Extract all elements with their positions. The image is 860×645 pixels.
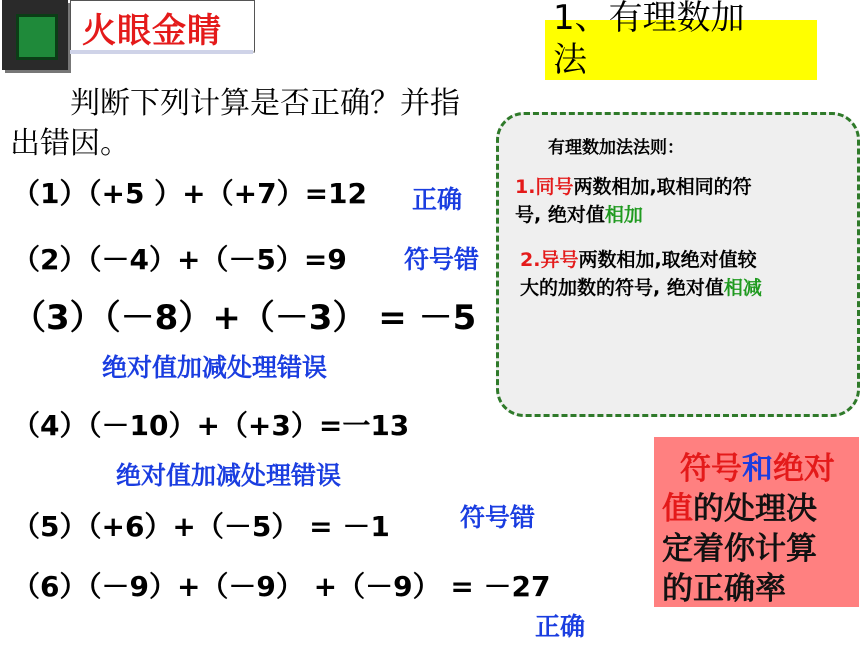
verdict-2: 符号错 [404, 245, 480, 274]
note-value: 值 [662, 491, 693, 527]
rule1-line2 [515, 200, 643, 230]
section-heading-line1: 1、有理数加 [553, 0, 745, 38]
note-abs: 绝对 [773, 451, 835, 487]
note-line1 [680, 443, 835, 488]
rule1-keyword: 同号 [535, 176, 574, 198]
rule2-text1: 两数相加,取绝对值较 [578, 249, 757, 271]
verdict-4: 绝对值加减处理错误 [116, 461, 342, 490]
equation-1: （1）（+5 ）+（+7）=12 [12, 177, 368, 210]
note-text2: 的处理决 [693, 491, 817, 527]
rule1-action: 相加 [604, 204, 643, 226]
equation-4: （4）（－10）+（+3）=一13 [12, 409, 410, 442]
question-line2: 出错因。 [10, 126, 130, 161]
rule2-action: 相减 [723, 277, 762, 299]
question-line1: 判断下列计算是否正确？并指 [70, 86, 460, 121]
note-line2 [662, 483, 817, 528]
rule1-text2: 号, 绝对值 [515, 204, 605, 226]
rule2-line2 [520, 273, 762, 303]
note-line3: 定着你计算 [662, 531, 817, 567]
verdict-6: 正确 [535, 612, 586, 641]
section-heading-line2: 法 [553, 40, 587, 80]
equation-3: （3）（－8）+（－3） = －5 [12, 298, 477, 338]
rule2-line1 [520, 245, 757, 275]
rule1-text1: 两数相加,取相同的符 [573, 176, 752, 198]
equation-5: （5）（+6）+（－5） = －1 [12, 510, 390, 543]
note-sign: 符号 [680, 451, 742, 487]
rule2-text2: 大的加数的符号, 绝对值 [520, 277, 724, 299]
equation-6: （6）（－9）+（－9） +（－9） = －27 [12, 570, 551, 603]
verdict-1: 正确 [412, 185, 463, 214]
slide-title: 火眼金睛 [82, 11, 222, 51]
rule2-keyword: 异号 [540, 249, 579, 271]
rule1-line1 [515, 172, 752, 202]
verdict-3: 绝对值加减处理错误 [102, 353, 328, 382]
verdict-5: 符号错 [460, 503, 536, 532]
equation-2: （2）（－4）+（－5）=9 [12, 243, 347, 276]
note-line4: 的正确率 [662, 571, 786, 607]
note-and: 和 [742, 451, 773, 487]
rule2-number: 2. [520, 249, 541, 271]
rules-title: 有理数加法法则： [548, 138, 684, 158]
slide-logo-icon [2, 0, 68, 70]
rule1-number: 1. [515, 176, 536, 198]
